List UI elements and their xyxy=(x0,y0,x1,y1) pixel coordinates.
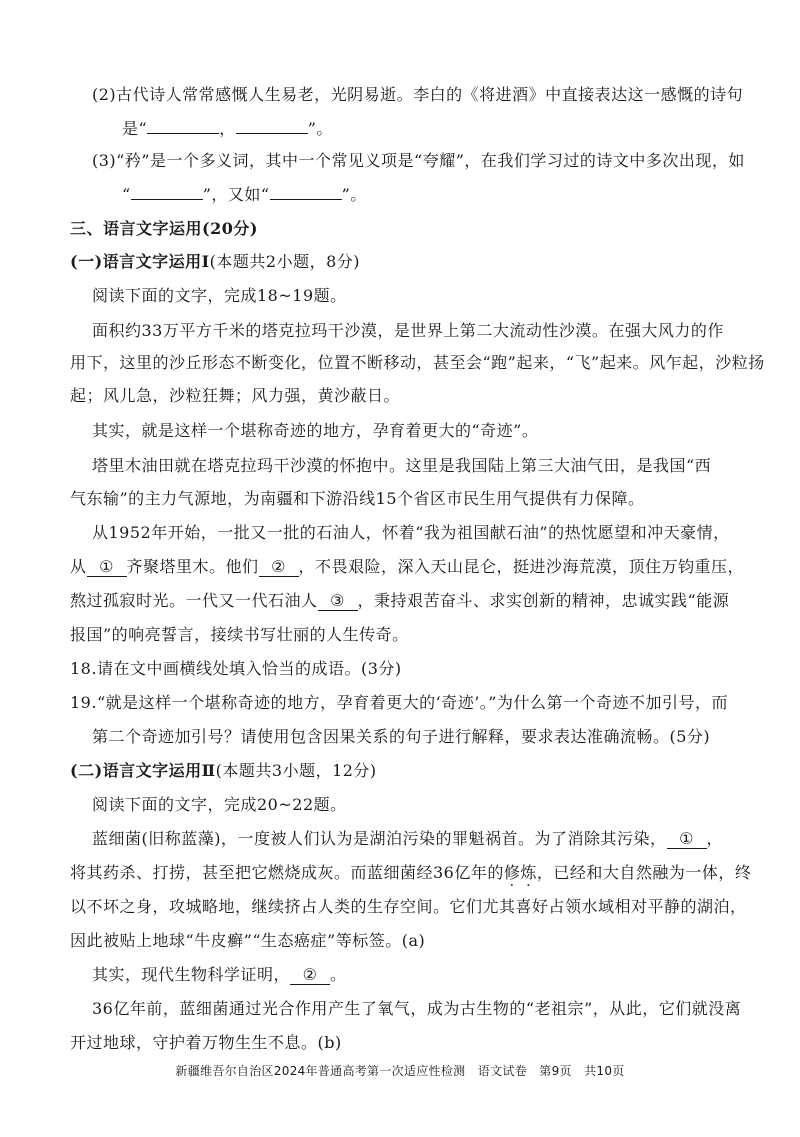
passage3-line xyxy=(70,488,645,510)
section-title: 三、语言文字运用(20分) xyxy=(70,219,258,238)
passage-text: 气东输”的主力气源地，为南疆和下游沿线15个省区市民生用气提供有力保障。 xyxy=(70,489,645,508)
part1-heading xyxy=(70,251,360,273)
blank-2[interactable]: ② xyxy=(259,558,299,577)
passage-text: 将其药杀、打捞，甚至把它燃烧成灰。而蓝细菌经36亿年的 xyxy=(70,863,504,882)
passage-text: 从1952年开始，一批又一批的石油人，怀着“我为祖国献石油”的热忱愿望和冲天豪情， xyxy=(92,523,730,542)
q2-line1 xyxy=(92,84,743,106)
passage7-line xyxy=(70,1032,342,1054)
part1-title: (一)语言文字运用Ⅰ xyxy=(70,252,210,271)
part2-heading xyxy=(70,760,377,782)
question-text: 第二个奇迹加引号？请使用包含因果关系的句子进行解释，要求表达准确流畅。(5分) xyxy=(92,727,711,746)
passage-text: 从 xyxy=(70,557,87,576)
passage-text: 起；风儿急，沙粒狂舞；风力强，黄沙蔽日。 xyxy=(70,386,401,405)
blank-1[interactable]: ① xyxy=(87,558,127,577)
question-19 xyxy=(92,726,710,748)
blank-3[interactable]: ③ xyxy=(318,592,358,611)
answer-blank[interactable] xyxy=(236,133,308,134)
passage-text: 熬过孤寂时光。一代又一代石油人 xyxy=(70,591,318,610)
passage4-line xyxy=(92,522,730,544)
passage5-line xyxy=(70,896,747,918)
q2-text-pre: 是“ xyxy=(122,119,148,138)
passage-text: 塔里木油田就在塔克拉玛干沙漠的怀抱中。这里是我国陆上第三大油气田，是我国“西 xyxy=(92,456,712,475)
passage4-line xyxy=(70,624,409,646)
part1-note: (本题共2小题，8分) xyxy=(209,252,360,271)
passage-text: 开过地球，守护着万物生生不息。(b) xyxy=(70,1033,342,1052)
passage-text: 以不坏之身，攻城略地，继续挤占人类的生存空间。它们尤其喜好占领水域相对平静的湖泊， xyxy=(70,897,747,916)
passage2-line xyxy=(92,420,538,442)
page-footer: 新疆维吾尔自治区2024年普通高考第一次适应性检测 语文试卷 第9页 共10页 xyxy=(175,1064,625,1078)
passage4-line xyxy=(70,556,744,578)
passage-text: 报国”的响亮誓言，接续书写壮丽的人生传奇。 xyxy=(70,625,409,644)
q3-text-pre: “ xyxy=(122,185,131,204)
passage4-line xyxy=(70,590,729,612)
blank-2[interactable]: ② xyxy=(290,966,330,985)
passage-text: 。 xyxy=(330,965,347,984)
q3-line2 xyxy=(122,184,367,206)
answer-blank[interactable] xyxy=(131,199,203,200)
q3-line1 xyxy=(92,150,745,172)
part2-note: (本题共3小题，12分) xyxy=(215,761,377,780)
answer-blank[interactable] xyxy=(270,199,342,200)
passage-text: 齐聚塔里木。他们 xyxy=(126,557,259,576)
passage1-line xyxy=(92,320,724,342)
instruction-text: 阅读下面的文字，完成20~22题。 xyxy=(92,795,347,814)
passage-text: ，秉持艰苦奋斗、求实创新的精神，忠诚实践“能源 xyxy=(357,591,730,610)
passage7-line xyxy=(92,998,741,1020)
q2-text: (2)古代诗人常常感慨人生易老，光阴易逝。李白的《将进酒》中直接表达这一感慨的诗句 xyxy=(92,85,744,104)
part2-instruction xyxy=(92,794,347,816)
question-19 xyxy=(70,692,728,714)
part1-instruction xyxy=(92,285,347,307)
q3-text-mid: ”，又如“ xyxy=(202,185,270,204)
q2-line2 xyxy=(122,118,333,140)
q2-text-sep: ， xyxy=(219,119,236,138)
passage5-line xyxy=(70,930,425,952)
q3-text: (3)“矜”是一个多义词，其中一个常见义项是“夸耀”，在我们学习过的诗文中多次出现，如 xyxy=(92,151,745,170)
question-text: 19.“就是这样一个堪称奇迹的地方，孕育着更大的‘奇迹’。”为什么第一个奇迹不加引号，而 xyxy=(70,693,728,712)
question-text: 18.请在文中画横线处填入恰当的成语。(3分) xyxy=(70,659,402,678)
answer-blank[interactable] xyxy=(147,133,219,134)
part2-title: (二)语言文字运用Ⅱ xyxy=(70,761,216,780)
passage-text: 用下，这里的沙丘形态不断变化，位置不断移动，甚至会“跑”起来，“飞”起来。风乍起，沙粒扬 xyxy=(70,353,765,372)
passage-text: 其实，现代生物科学证明， xyxy=(92,965,291,984)
passage-text: 36亿年前，蓝细菌通过光合作用产生了氧气，成为古生物的“老祖宗”，从此，它们就没离 xyxy=(92,999,742,1018)
q2-text-post: ”。 xyxy=(307,119,333,138)
passage6-line xyxy=(92,964,347,986)
passage-text: 因此被贴上地球“牛皮癣”“生态癌症”等标签。(a) xyxy=(70,931,426,950)
passage5-line xyxy=(70,862,751,884)
emphasis-char: 炼 xyxy=(520,863,537,882)
passage3-line xyxy=(92,455,711,477)
passage-text: 面积约33万平方千米的塔克拉玛干沙漠，是世界上第二大流动性沙漠。在强大风力的作 xyxy=(92,321,724,340)
passage-text: ， xyxy=(706,829,724,848)
blank-1[interactable]: ① xyxy=(667,830,707,849)
emphasis-char: 修 xyxy=(503,863,521,882)
instruction-text: 阅读下面的文字，完成18~19题。 xyxy=(92,286,347,305)
passage1-line xyxy=(70,385,400,407)
passage-text: ，不畏艰险，深入天山昆仑，挺进沙海荒漠，顶住万钧重压， xyxy=(298,557,745,576)
q3-text-post: ”。 xyxy=(341,185,367,204)
passage5-line xyxy=(92,828,723,850)
passage-text: ，已经和大自然融为一体，终 xyxy=(536,863,752,882)
question-18 xyxy=(70,658,402,680)
passage-text: 其实，就是这样一个堪称奇迹的地方，孕育着更大的“奇迹”。 xyxy=(92,421,539,440)
passage-text: 蓝细菌(旧称蓝藻)，一度被人们认为是湖泊污染的罪魁祸首。为了消除其污染， xyxy=(92,829,667,848)
passage1-line xyxy=(70,352,765,374)
section-heading xyxy=(70,218,258,240)
